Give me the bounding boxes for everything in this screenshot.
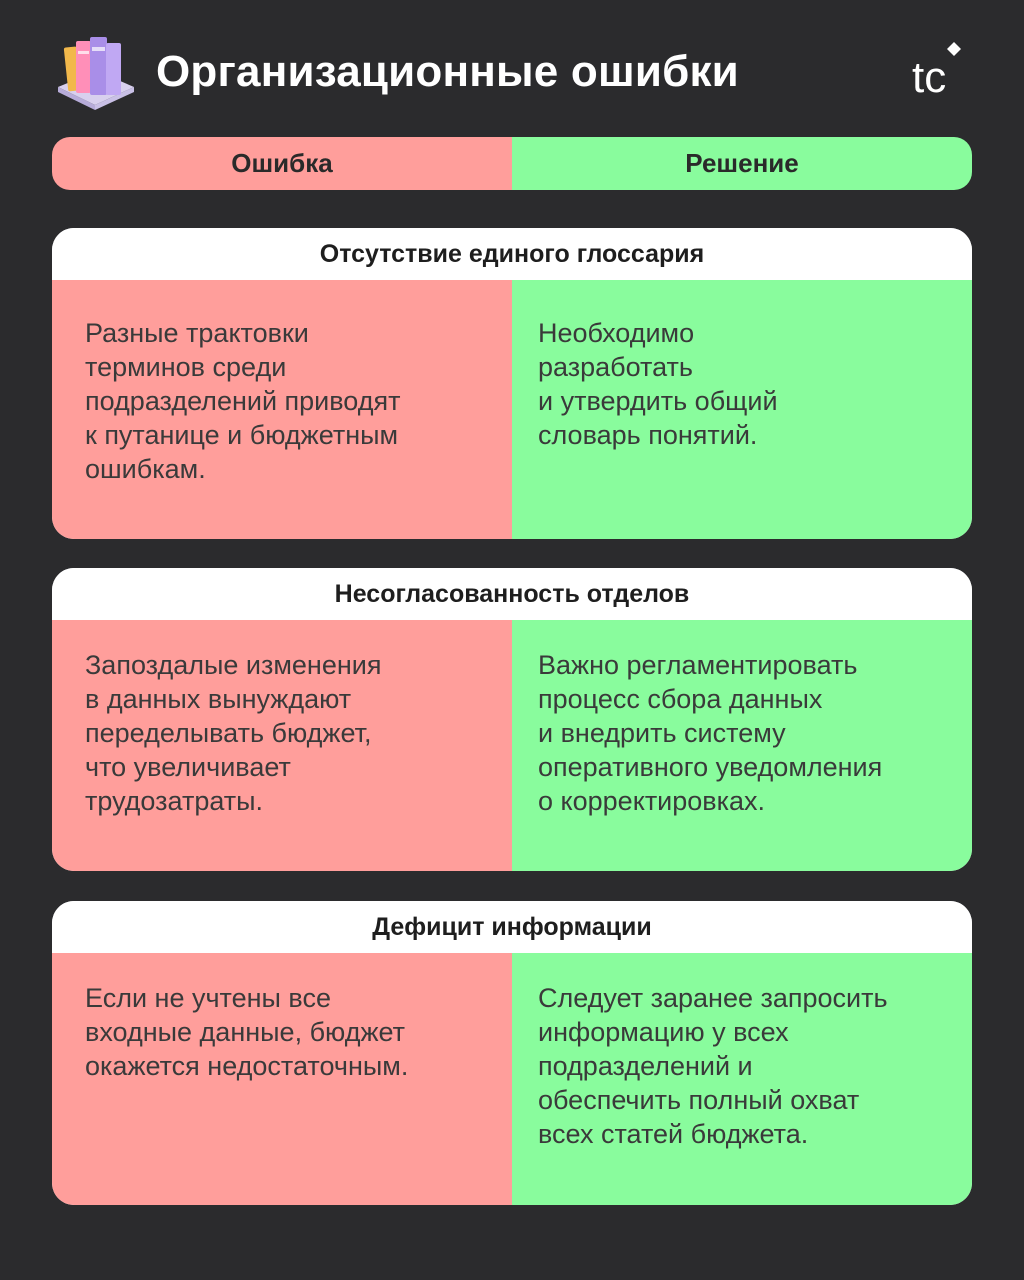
text-line: и внедрить систему	[538, 718, 786, 748]
text-line: Если не учтены все	[85, 983, 331, 1013]
text-line: Необходимо	[538, 318, 695, 348]
card-glossary	[52, 228, 972, 539]
text-line: Запоздалые изменения	[85, 650, 382, 680]
text-line: словарь понятий.	[538, 420, 758, 450]
card-title: Несогласованность отделов	[52, 568, 972, 620]
text-line: и утвердить общий	[538, 386, 778, 416]
legend-error: Ошибка	[52, 137, 512, 190]
text-line: подразделений и	[538, 1051, 753, 1081]
text-line: о корректировках.	[538, 786, 766, 816]
text-line: ошибкам.	[85, 454, 206, 484]
page-title: Организационные ошибки	[156, 47, 739, 96]
text-line: трудозатраты.	[85, 786, 264, 816]
books-icon	[52, 29, 138, 115]
text-line: подразделений приводят	[85, 386, 401, 416]
error-text	[52, 280, 512, 539]
tc-logo-icon	[912, 40, 966, 100]
card-information	[52, 901, 972, 1205]
page-header	[52, 28, 972, 116]
text-line: переделывать бюджет,	[85, 718, 372, 748]
text-line: входные данные, бюджет	[85, 1017, 405, 1047]
error-text	[52, 953, 512, 1205]
solution-text	[512, 280, 972, 539]
text-line: к путанице и бюджетным	[85, 420, 399, 450]
legend-solution: Решение	[512, 137, 972, 190]
text-line: процесс сбора данных	[538, 684, 823, 714]
solution-text	[512, 620, 972, 871]
text-line: что увеличивает	[85, 752, 291, 782]
solution-text	[512, 953, 972, 1205]
text-line: информацию у всех	[538, 1017, 789, 1047]
card-title: Дефицит информации	[52, 901, 972, 953]
text-line: терминов среди	[85, 352, 287, 382]
text-line: окажется недостаточным.	[85, 1051, 409, 1081]
legend-bar	[52, 137, 972, 190]
text-line: Важно регламентировать	[538, 650, 858, 680]
text-line: оперативного уведомления	[538, 752, 883, 782]
text-line: разработать	[538, 352, 693, 382]
text-line: Следует заранее запросить	[538, 983, 888, 1013]
text-line: в данных вынуждают	[85, 684, 352, 714]
text-line: обеспечить полный охват	[538, 1085, 860, 1115]
text-line: Разные трактовки	[85, 318, 309, 348]
text-line: всех статей бюджета.	[538, 1119, 809, 1149]
error-text	[52, 620, 512, 871]
card-title: Отсутствие единого глоссария	[52, 228, 972, 280]
logo-text: tc	[912, 53, 947, 100]
card-departments	[52, 568, 972, 871]
